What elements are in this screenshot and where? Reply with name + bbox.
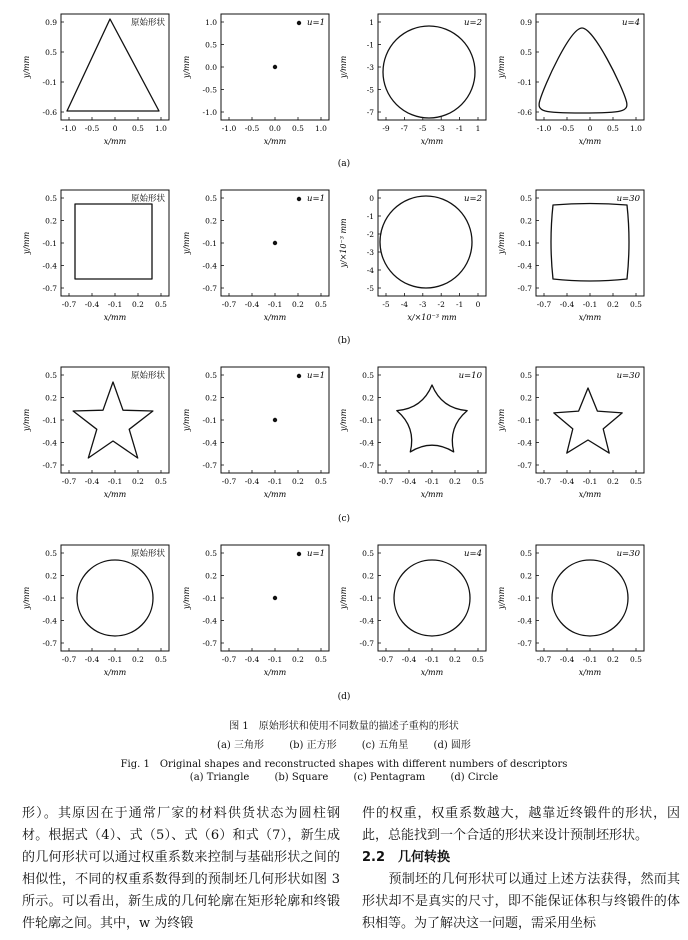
x-axis-label: x/mm [103, 137, 127, 146]
x-tick-label: 0.0 [269, 124, 281, 133]
y-tick-label: -0.1 [517, 416, 532, 425]
plot-frame [61, 190, 169, 296]
section-heading: 2.2 几何转换 [362, 850, 451, 865]
x-tick-label: 0.2 [132, 655, 144, 664]
row-label: (d) [337, 692, 351, 702]
x-tick-label: -0.7 [221, 300, 237, 309]
shape-outline [551, 204, 629, 282]
panel-tag-descriptors: u=1 [306, 371, 325, 381]
x-axis-label: x/mm [263, 668, 287, 677]
y-tick-label: -0.1 [517, 594, 532, 603]
caption-en-sub-c: (c) Pentagram [353, 772, 426, 783]
y-tick-label: -0.4 [202, 438, 217, 448]
x-tick-label: 0.2 [132, 300, 144, 309]
y-tick-label: -0.4 [202, 261, 217, 271]
y-tick-label: 0.2 [520, 216, 532, 226]
x-tick-label: -0.4 [559, 655, 575, 664]
x-axis-label: x/mm [103, 668, 127, 677]
shape-outline [73, 382, 153, 458]
y-tick-label: 0.5 [520, 371, 532, 380]
y-tick-label: 0.2 [362, 571, 374, 581]
x-axis-label: x/mm [103, 490, 127, 499]
panel-tag-descriptors: u=1 [306, 549, 325, 559]
y-tick-label: 1 [369, 18, 374, 27]
panel-tag-original: 原始形状 [130, 549, 165, 559]
x-axis-label: x/mm [263, 137, 287, 146]
x-tick-label: -0.1 [582, 477, 598, 486]
y-axis-label: y/mm [22, 231, 31, 255]
center-point [273, 596, 277, 600]
y-tick-label: 0.0 [205, 63, 217, 72]
y-tick-label: -1.0 [202, 108, 217, 117]
descriptor-point [297, 374, 301, 378]
x-tick-label: -0.1 [107, 300, 123, 309]
x-tick-label: 0.2 [607, 655, 619, 664]
y-tick-label: 0.2 [205, 571, 217, 581]
x-tick-label: 0.5 [630, 655, 642, 664]
caption-en-sub-a: (a) Triangle [189, 772, 250, 783]
y-tick-label: -0.7 [517, 639, 532, 648]
shape-outline [397, 385, 467, 452]
y-tick-label: -5 [366, 85, 374, 95]
x-tick-label: -0.7 [221, 655, 237, 664]
plot-frame [536, 190, 644, 296]
y-tick-label: 0.5 [205, 194, 217, 203]
y-tick-label: -0.4 [517, 616, 532, 626]
x-tick-label: -0.7 [221, 477, 237, 486]
x-tick-label: 0.5 [315, 655, 327, 664]
x-tick-label: -3 [419, 300, 427, 309]
y-tick-label: 0.5 [45, 549, 57, 558]
descriptor-point [297, 552, 301, 556]
shape-outline [539, 28, 627, 113]
x-tick-label: -3 [437, 124, 445, 133]
plot-frame [536, 367, 644, 473]
y-tick-label: 0.5 [520, 48, 532, 57]
y-tick-label: 0.5 [45, 371, 57, 380]
x-tick-label: -1 [455, 300, 464, 309]
caption-cn-sub-a: (a) 三角形 [217, 740, 264, 751]
x-tick-label: 0 [587, 124, 593, 133]
x-tick-label: 0.5 [630, 300, 642, 309]
x-tick-label: -0.4 [84, 300, 100, 309]
y-axis-label: y/mm [182, 231, 191, 255]
x-tick-label: -0.1 [267, 300, 283, 309]
panel-tag-descriptors: u=1 [306, 194, 325, 204]
descriptor-point [297, 197, 301, 201]
y-tick-label: 0.2 [45, 393, 57, 403]
y-tick-label: -0.4 [42, 438, 57, 448]
plot-frame [378, 190, 486, 296]
y-tick-label: 0.2 [205, 216, 217, 226]
y-tick-label: 0.5 [45, 194, 57, 203]
body-right-paragraph-1: 件的权重，权重系数越大，越靠近终锻件的形状，因此，总能找到一个合适的形状来设计预制坯形状。 [362, 806, 680, 843]
shape-outline [554, 388, 622, 453]
y-tick-label: -0.4 [202, 616, 217, 626]
x-tick-label: -4 [400, 300, 409, 309]
x-tick-label: -1.0 [536, 124, 552, 133]
x-tick-label: -1 [455, 124, 464, 133]
x-tick-label: 1.0 [155, 124, 167, 133]
y-tick-label: 0.2 [45, 571, 57, 581]
x-tick-label: -0.4 [244, 300, 260, 309]
shape-outline [77, 560, 153, 636]
x-tick-label: -5 [382, 300, 390, 309]
x-tick-label: 0.5 [155, 477, 167, 486]
caption-cn-sub-c: (c) 五角星 [361, 740, 409, 751]
x-tick-label: -0.7 [536, 655, 552, 664]
y-tick-label: -0.7 [42, 284, 57, 293]
y-tick-label: 0.2 [362, 393, 374, 403]
x-tick-label: 0.5 [315, 477, 327, 486]
y-tick-label: -0.1 [42, 239, 57, 248]
y-tick-label: -0.7 [42, 639, 57, 648]
y-tick-label: 0.5 [205, 549, 217, 558]
y-tick-label: -0.1 [42, 594, 57, 603]
x-tick-label: -0.1 [267, 655, 283, 664]
x-tick-label: 0.2 [607, 300, 619, 309]
x-tick-label: 0.2 [292, 300, 304, 309]
x-tick-label: 0.2 [292, 655, 304, 664]
x-tick-label: 0.5 [292, 124, 304, 133]
y-tick-label: -0.1 [359, 594, 374, 603]
caption-en-sub-d: (d) Circle [450, 772, 499, 783]
y-tick-label: -1 [366, 40, 374, 50]
y-tick-label: 0.5 [520, 549, 532, 558]
y-axis-label: y/mm [22, 586, 31, 610]
y-axis-label: y/mm [497, 408, 506, 432]
panel-tag-descriptors: u=1 [306, 18, 325, 28]
x-tick-label: -0.7 [61, 655, 77, 664]
x-tick-label: -0.4 [244, 655, 260, 664]
descriptor-point [297, 21, 301, 25]
y-tick-label: 0.5 [205, 371, 217, 380]
plot-frame [61, 14, 169, 120]
y-axis-label: y/mm [339, 55, 348, 79]
panel-tag-descriptors: u=30 [616, 371, 640, 381]
x-tick-label: -0.4 [84, 655, 100, 664]
y-tick-label: 0.2 [45, 216, 57, 226]
row-label: (a) [337, 159, 351, 169]
y-tick-label: -0.1 [202, 239, 217, 248]
y-tick-label: -3 [366, 248, 374, 257]
x-axis-label: x/mm [263, 490, 287, 499]
y-tick-label: -0.4 [517, 261, 532, 271]
y-tick-label: 0.9 [520, 18, 532, 27]
caption-cn-sub-b: (b) 正方形 [289, 740, 337, 751]
y-tick-label: -0.1 [202, 594, 217, 603]
x-axis-label: x/mm [420, 668, 444, 677]
x-axis-label: x/mm [420, 490, 444, 499]
panel-tag-original: 原始形状 [130, 371, 165, 381]
x-tick-label: -1.0 [221, 124, 237, 133]
y-tick-label: -0.7 [359, 639, 374, 648]
body-right-column [362, 803, 680, 935]
y-tick-label: -0.6 [42, 108, 57, 117]
row-label: (c) [337, 514, 351, 524]
y-tick-label: 0.5 [45, 48, 57, 57]
x-tick-label: 0.5 [155, 655, 167, 664]
plot-frame [378, 14, 486, 120]
body-right-paragraph-2: 预制坯的几何形状可以通过上述方法获得，然而其形状却不是真实的尺寸，即不能保证体积与终锻件的体积相等。为了解决这一问题，需采用坐标 [362, 872, 680, 931]
panel-tag-descriptors: u=4 [621, 18, 640, 28]
y-axis-label: y/mm [22, 408, 31, 432]
x-tick-label: 1.0 [630, 124, 642, 133]
x-tick-label: -0.4 [84, 477, 100, 486]
x-tick-label: -0.1 [424, 477, 440, 486]
x-tick-label: -0.1 [107, 655, 123, 664]
y-tick-label: -0.4 [517, 438, 532, 448]
x-tick-label: -0.7 [536, 300, 552, 309]
x-tick-label: -0.5 [559, 124, 575, 133]
x-tick-label: 0.5 [472, 477, 484, 486]
x-axis-label: x/mm [103, 313, 127, 322]
caption-en-sub-b: (b) Square [274, 772, 329, 783]
y-tick-label: -0.5 [202, 85, 217, 95]
y-tick-label: -0.7 [517, 461, 532, 470]
x-tick-label: -0.1 [424, 655, 440, 664]
x-tick-label: -9 [382, 124, 390, 133]
y-tick-label: 1.0 [205, 18, 217, 27]
x-tick-label: -0.4 [244, 477, 260, 486]
panel-tag-original: 原始形状 [130, 194, 165, 204]
y-axis-label: y/mm [339, 408, 348, 432]
plot-frame [61, 367, 169, 473]
shape-outline [383, 26, 475, 118]
panel-tag-descriptors: u=30 [616, 549, 640, 559]
x-tick-label: -0.5 [244, 124, 260, 133]
y-axis-label: y/mm [497, 55, 506, 79]
x-tick-label: 0.5 [315, 300, 327, 309]
x-tick-label: -0.7 [61, 477, 77, 486]
x-tick-label: -2 [437, 300, 445, 309]
x-tick-label: -0.1 [107, 477, 123, 486]
y-tick-label: -0.4 [42, 261, 57, 271]
center-point [273, 241, 277, 245]
y-axis-label: y/mm [22, 55, 31, 79]
shape-outline [552, 560, 628, 636]
y-tick-label: -1 [366, 212, 374, 221]
caption-cn-title: 图 1 原始形状和使用不同数量的描述子重构的形状 [229, 721, 459, 732]
y-tick-label: -0.7 [202, 284, 217, 293]
y-tick-label: 0.5 [362, 371, 374, 380]
y-axis-label: y/×10⁻³ mm [339, 218, 348, 268]
y-tick-label: 0.9 [45, 18, 57, 27]
caption-cn-subs [0, 736, 688, 751]
y-tick-label: -0.7 [202, 461, 217, 470]
y-tick-label: -4 [366, 266, 374, 275]
y-tick-label: -0.7 [359, 461, 374, 470]
x-tick-label: 0.2 [449, 655, 461, 664]
x-tick-label: -0.7 [61, 300, 77, 309]
shape-outline [380, 196, 472, 288]
x-tick-label: 0.5 [630, 477, 642, 486]
y-tick-label: -0.4 [42, 616, 57, 626]
y-tick-label: 0.5 [205, 40, 217, 50]
shape-outline [67, 19, 159, 111]
x-tick-label: -0.7 [378, 655, 394, 664]
x-tick-label: 0.2 [607, 477, 619, 486]
row-label: (b) [337, 336, 351, 346]
x-tick-label: 0.5 [155, 300, 167, 309]
y-tick-label: 0.5 [520, 194, 532, 203]
x-tick-label: -1.0 [61, 124, 77, 133]
x-axis-label: x/mm [263, 313, 287, 322]
y-tick-label: 0 [369, 194, 374, 203]
center-point [273, 65, 277, 69]
x-tick-label: -0.4 [559, 477, 575, 486]
y-tick-label: -2 [366, 230, 374, 239]
panel-tag-descriptors: u=30 [616, 194, 640, 204]
y-tick-label: -0.1 [517, 78, 532, 87]
y-tick-label: -0.1 [359, 416, 374, 425]
x-tick-label: 1 [475, 124, 481, 133]
y-tick-label: -3 [366, 63, 374, 72]
x-tick-label: 1.0 [315, 124, 327, 133]
center-point [273, 418, 277, 422]
y-axis-label: y/mm [182, 55, 191, 79]
y-tick-label: -0.1 [42, 78, 57, 87]
x-tick-label: 0.2 [449, 477, 461, 486]
y-tick-label: -0.7 [42, 461, 57, 470]
y-tick-label: -0.4 [359, 438, 374, 448]
x-tick-label: -0.4 [401, 655, 417, 664]
y-tick-label: -0.1 [517, 239, 532, 248]
y-tick-label: -0.1 [42, 416, 57, 425]
x-axis-label: x/mm [420, 137, 444, 146]
y-axis-label: y/mm [182, 586, 191, 610]
x-tick-label: -0.7 [536, 477, 552, 486]
y-tick-label: -0.7 [517, 284, 532, 293]
x-tick-label: -0.1 [267, 477, 283, 486]
x-tick-label: 0 [112, 124, 118, 133]
y-axis-label: y/mm [339, 586, 348, 610]
caption-cn-sub-d: (d) 圆形 [433, 740, 471, 751]
x-tick-label: -0.4 [401, 477, 417, 486]
plot-frame [378, 367, 486, 473]
y-tick-label: -0.7 [202, 639, 217, 648]
panel-tag-descriptors: u=2 [463, 194, 482, 204]
y-axis-label: y/mm [182, 408, 191, 432]
caption-en-subs [0, 772, 688, 783]
x-axis-label: x/mm [578, 137, 602, 146]
x-axis-label: x/mm [578, 490, 602, 499]
x-tick-label: -0.5 [84, 124, 100, 133]
panel-tag-original: 原始形状 [130, 18, 165, 28]
x-tick-label: 0.5 [132, 124, 144, 133]
x-tick-label: 0.2 [292, 477, 304, 486]
x-tick-label: 0.5 [607, 124, 619, 133]
y-tick-label: -7 [366, 108, 374, 117]
x-tick-label: -0.1 [582, 655, 598, 664]
panel-tag-descriptors: u=2 [463, 18, 482, 28]
x-tick-label: -0.4 [559, 300, 575, 309]
x-tick-label: -5 [419, 124, 427, 133]
x-axis-label: x/×10⁻³ mm [407, 313, 457, 322]
y-tick-label: 0.2 [520, 393, 532, 403]
y-tick-label: -0.1 [202, 416, 217, 425]
y-tick-label: -0.6 [517, 108, 532, 117]
y-tick-label: -0.4 [359, 616, 374, 626]
shape-outline [394, 560, 470, 636]
x-tick-label: 0.5 [472, 655, 484, 664]
body-left-column [22, 803, 340, 935]
y-tick-label: -5 [366, 284, 374, 293]
y-tick-label: 0.5 [362, 549, 374, 558]
x-tick-label: -7 [400, 124, 409, 133]
panel-tag-descriptors: u=10 [458, 371, 482, 381]
y-axis-label: y/mm [497, 586, 506, 610]
x-tick-label: 0 [475, 300, 481, 309]
plot-frame [536, 14, 644, 120]
x-tick-label: 0.2 [132, 477, 144, 486]
y-tick-label: 0.2 [520, 571, 532, 581]
y-tick-label: 0.2 [205, 393, 217, 403]
y-axis-label: y/mm [497, 231, 506, 255]
panel-tag-descriptors: u=4 [463, 549, 482, 559]
shape-outline [75, 204, 152, 279]
x-tick-label: -0.1 [582, 300, 598, 309]
body-left-paragraph: 形）。其原因在于通常厂家的材料供货状态为圆柱钢材。根据式（4）、式（5）、式（6）和式（7），新生成的几何形状可以通过权重系数来控制与基础形状之间的相似性，不同的权重系数得到的预制坯几何形状如图 3 所示。可以看出，新生成的几何轮廓在矩形轮廓和终锻件轮廓之间。其中，w 为终锻 [22, 806, 340, 931]
x-axis-label: x/mm [578, 313, 602, 322]
x-axis-label: x/mm [578, 668, 602, 677]
caption-en-title: Fig. 1 Original shapes and reconstructed shapes with different numbers of descriptors [120, 759, 568, 770]
x-tick-label: -0.7 [378, 477, 394, 486]
